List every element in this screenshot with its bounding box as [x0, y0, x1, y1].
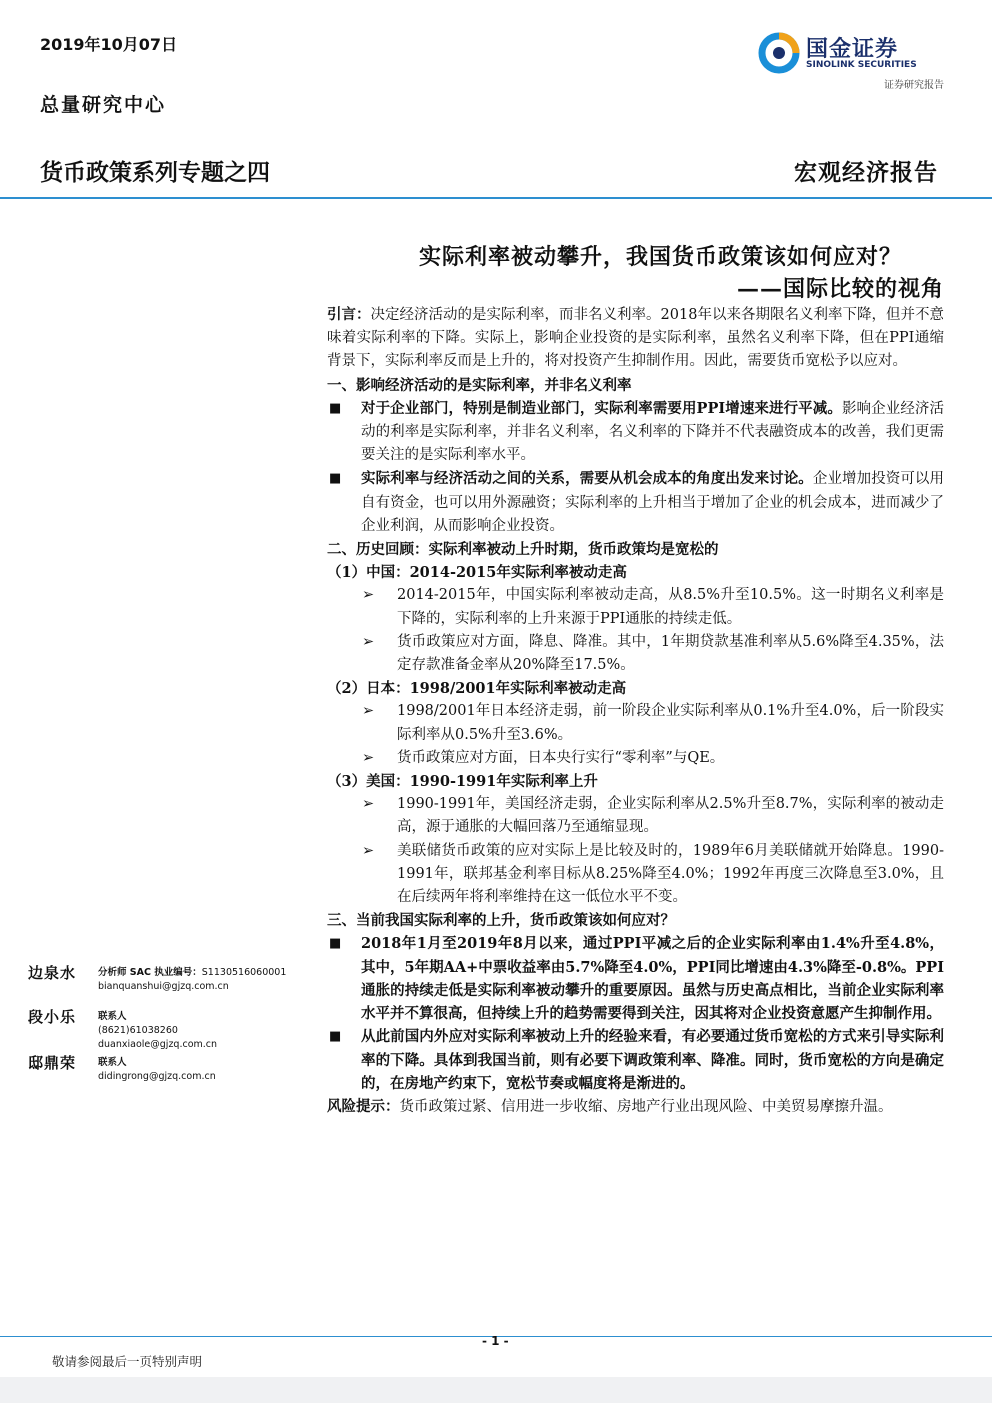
item-text: 货币政策应对方面，日本央行实行“零利率”与QE。 [397, 749, 725, 766]
list-item [327, 631, 944, 677]
square-bullet-icon: ■ [329, 936, 342, 952]
list-item [327, 840, 944, 910]
footer-disclaimer: 敬请参阅最后一页特别声明 [52, 1354, 203, 1369]
report-subtitle: ——国际比较的视角 [736, 276, 944, 302]
intro-paragraph [327, 303, 944, 374]
logo-cn: 国金证券 [806, 37, 899, 62]
item-text: 影响企业经济活动的利率是实际利率，并非名义利率，名义利率的下降并不代表融资成本的改善，我们更需要关注的是实际利率水平。 [361, 400, 945, 464]
analyst-email: bianquanshui@gjzq.com.cn [98, 981, 229, 992]
section3-heading: 三、当前我国实际利率的上升，货币政策该如何应对？ [327, 912, 675, 930]
item-text: 货币政策应对方面，降息、降准。其中，1年期贷款基准利率从5.6%降至4.35%，法定存款准备金率从20%降至17.5%。 [397, 633, 944, 674]
analyst-card [28, 1006, 308, 1052]
analyst-card [28, 1052, 308, 1096]
analyst-email: didingrong@gjzq.com.cn [98, 1071, 216, 1082]
risk-label: 风险提示： [327, 1097, 400, 1115]
analyst-label: 分析师 SAC 执业编号： [98, 967, 202, 978]
logo-en: SINOLINK SECURITIES [806, 60, 917, 70]
list-item [327, 397, 944, 468]
logo-ring-icon [758, 32, 800, 74]
item-text: 1998/2001年日本经济走弱，前一阶段企业实际利率从0.1%升至4.0%，后一阶段实际利率从0.5%升至3.6%。 [397, 703, 944, 743]
square-bullet-icon: ■ [329, 471, 342, 487]
list-item [327, 584, 944, 630]
arrow-bullet-icon: ➢ [362, 842, 375, 859]
item-text: 1990-1991年，美国经济走弱，企业实际利率从2.5%升至8.7%，实际利率的被动走高，源于通胀的大幅回落乃至通缩显现。 [397, 796, 944, 836]
subsection-japan-heading: （2）日本：1998/2001年实际利率被动走高 [327, 680, 627, 698]
analyst-info [98, 1010, 217, 1052]
item-bold-text: 实际利率与经济活动之间的关系，需要从机会成本的角度出发来讨论。 [361, 470, 813, 488]
item-text: 从此前国内外应对实际利率被动上升的经验来看，有必要通过货币宽松的方式来引导实际利率的下降。具体到我国当前，则有必要下调政策利率、降准。同时，货币宽松的方向是确定的，在房地产约束下，宽松节奏或幅度将是渐进的。 [361, 1028, 944, 1092]
analyst-name: 段小乐 [28, 1008, 77, 1026]
series-title: 货币政策系列专题之四 [40, 160, 270, 186]
page-number: - 1 - [482, 1334, 509, 1348]
item-text: 2018年1月至2019年8月以来，通过PPI平减之后的企业实际利率由1.4%升至4.8%，其中，5年期AA+中票收益率由5.7%降至4.0%，PPI同比增速由4.3%降至-0.8%。PPI通胀的持续走低是实际利率被动攀升的重要原因。虽然与历史高点相比，当前企业实际利率水平并不算很高，但持续上升的趋势需要得到关注，因其将对企业投资意愿产生抑制作用。 [361, 935, 944, 1023]
main-body [327, 303, 944, 1119]
section2-heading: 二、历史回顾：实际利率被动上升时期，货币政策均是宽松的 [327, 541, 719, 559]
analyst-info [98, 966, 286, 994]
arrow-bullet-icon: ➢ [362, 587, 375, 604]
list-item [327, 467, 944, 538]
analyst-label: 联系人 [98, 1011, 127, 1022]
subsection-usa-heading: （3）美国：1990-1991年实际利率上升 [327, 773, 598, 791]
intro-text: 决定经济活动的是实际利率，而非名义利率。2018年以来各期限名义利率下降，但并不意味着实际利率的下降。实际上，影响企业投资的是实际利率，虽然名义利率下降，但在PPI通缩背景下，实际利率反而是上升的，将对投资产生抑制作用。因此，需要货币宽松予以应对。 [327, 307, 945, 370]
list-item [327, 793, 944, 839]
subsection-china-heading: （1）中国：2014-2015年实际利率被动走高 [327, 564, 627, 582]
analyst-name: 边泉水 [28, 964, 77, 982]
risk-warning [327, 1095, 944, 1119]
item-text: 2014-2015年，中国实际利率被动走高，从8.5%升至10.5%。这一时期名义利率是下降的，实际利率的上升来源于PPI通胀的持续走低。 [397, 587, 944, 627]
bottom-band [0, 1377, 992, 1403]
analyst-card [28, 962, 308, 1006]
list-item [327, 1025, 944, 1095]
research-center-name: 总量研究中心 [40, 94, 167, 116]
arrow-bullet-icon: ➢ [362, 796, 375, 813]
arrow-bullet-icon: ➢ [362, 633, 375, 650]
intro-label: 引言： [327, 306, 371, 323]
list-item [327, 747, 944, 770]
item-bold-text: 对于企业部门，特别是制造业部门，实际利率需要用PPI增速来进行平减。 [361, 399, 842, 417]
arrow-bullet-icon: ➢ [362, 749, 375, 766]
list-item [327, 700, 944, 746]
square-bullet-icon: ■ [329, 1029, 342, 1045]
analyst-label: 联系人 [98, 1057, 127, 1068]
square-bullet-icon: ■ [329, 400, 342, 416]
analyst-sidebar [28, 962, 308, 1096]
company-logo [758, 30, 944, 90]
item-text: 企业增加投资可以用自有资金，也可以用外源融资；实际利率的上升相当于增加了企业的机会成本，进而减少了企业利润，从而影响企业投资。 [361, 471, 945, 534]
list-item [327, 932, 944, 1025]
analyst-phone: (8621)61038260 [98, 1025, 178, 1036]
report-type: 宏观经济报告 [794, 159, 938, 186]
report-date: 2019年10月07日 [40, 35, 178, 54]
analyst-name: 邸鼎荣 [28, 1054, 77, 1072]
report-title: 实际利率被动攀升，我国货币政策该如何应对？ [418, 244, 902, 270]
logo-subtitle: 证券研究报告 [884, 80, 944, 91]
arrow-bullet-icon: ➢ [362, 703, 375, 720]
item-text: 美联储货币政策的应对实际上是比较及时的，1989年6月美联储就开始降息。1990-1991年，联邦基金利率目标从8.25%降至4.0%；1992年再度三次降息至3.0%，且在后续两年将利率维持在这一低位水平不变。 [397, 842, 944, 906]
header-divider [0, 197, 992, 199]
analyst-email: duanxiaole@gjzq.com.cn [98, 1039, 218, 1050]
analyst-cert: S1130516060001 [201, 967, 287, 978]
section1-heading: 一、影响经济活动的是实际利率，并非名义利率 [327, 376, 632, 394]
risk-text: 货币政策过紧、信用进一步收缩、房地产行业出现风险、中美贸易摩擦升温。 [399, 1098, 893, 1115]
analyst-info [98, 1056, 216, 1084]
